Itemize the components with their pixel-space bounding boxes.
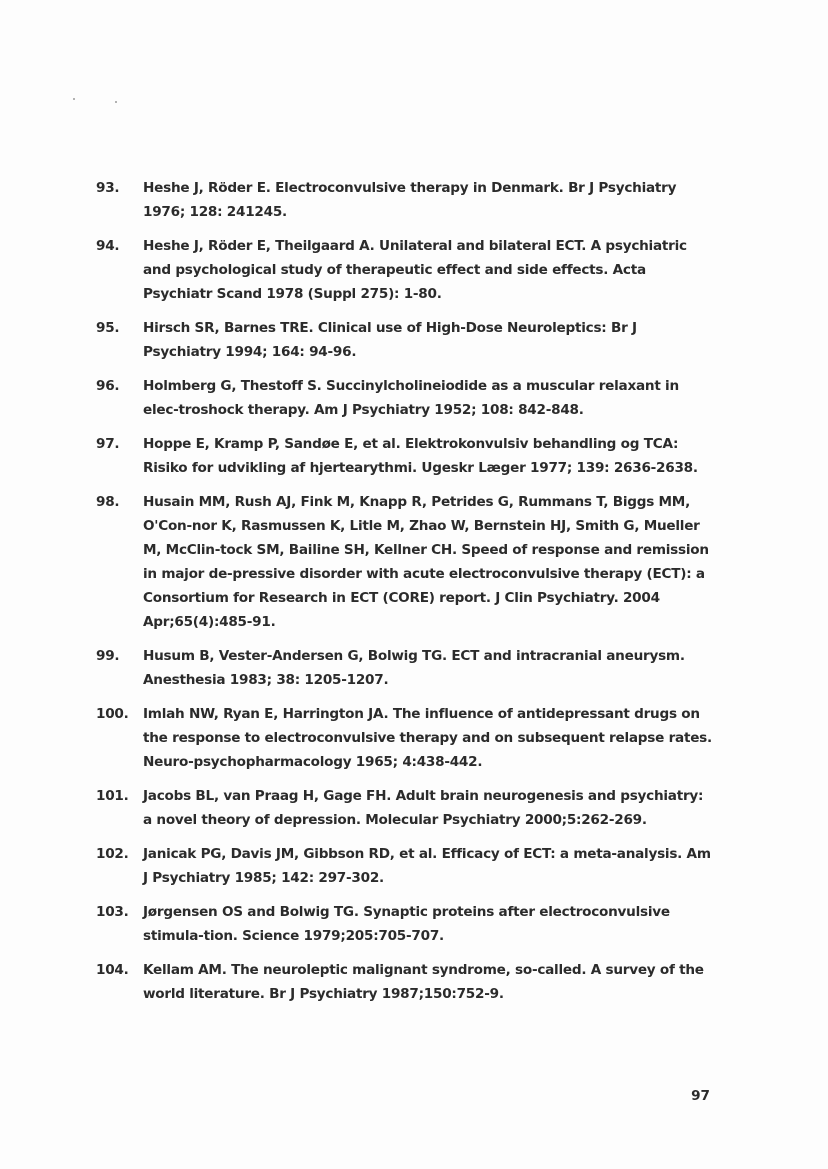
reference-item <box>96 176 716 224</box>
reference-number: 93. <box>96 180 120 196</box>
reference-item <box>96 432 716 480</box>
reference-text: Jacobs BL, van Praag H, Gage FH. Adult brain neurogenesis and psychiatry: a novel theory of depression. Molecular Psychiatry 2000;5:262-269. <box>143 788 704 828</box>
reference-number: 94. <box>96 238 120 254</box>
reference-item <box>96 644 716 692</box>
reference-number: 101. <box>96 788 129 804</box>
reference-item <box>96 784 716 832</box>
reference-list <box>96 176 716 1016</box>
reference-item <box>96 842 716 890</box>
reference-text: Hirsch SR, Barnes TRE. Clinical use of High-Dose Neuroleptics: Br J Psychiatry 1994; 164: 94-96. <box>143 320 637 360</box>
reference-number: 97. <box>96 436 120 452</box>
reference-text: Jørgensen OS and Bolwig TG. Synaptic proteins after electroconvulsive stimula-tion. Science 1979;205:705-707. <box>143 904 670 944</box>
reference-item <box>96 900 716 948</box>
reference-item <box>96 702 716 774</box>
reference-text: Holmberg G, Thestoff S. Succinylcholineiodide as a muscular relaxant in elec-troshock therapy. Am J Psychiatry 1952; 108: 842-848. <box>143 378 679 418</box>
reference-text: Hoppe E, Kramp P, Sandøe E, et al. Elektrokonvulsiv behandling og TCA: Risiko for udvikling af hjertearythmi. Ugeskr Læger 1977; 139: 2636-2638. <box>143 436 698 476</box>
reference-item <box>96 490 716 634</box>
reference-item <box>96 316 716 364</box>
reference-text: Imlah NW, Ryan E, Harrington JA. The influence of antidepressant drugs on the response to electroconvulsive therapy and on subsequent relapse rates. Neuro-psychopharmacology 1965; 4:438-442. <box>143 706 712 770</box>
reference-text: Husum B, Vester-Andersen G, Bolwig TG. ECT and intracranial aneurysm. Anesthesia 1983; 38: 1205-1207. <box>143 648 685 688</box>
reference-item <box>96 958 716 1006</box>
reference-number: 95. <box>96 320 120 336</box>
reference-text: Kellam AM. The neuroleptic malignant syndrome, so-called. A survey of the world literature. Br J Psychiatry 1987;150:752-9. <box>143 962 704 1002</box>
reference-text: Husain MM, Rush AJ, Fink M, Knapp R, Petrides G, Rummans T, Biggs MM, O'Con-nor K, Rasmussen K, Litle M, Zhao W, Bernstein HJ, Smith G, Mueller M, McClin-tock SM, Bailine SH, Kellner CH. Speed of response and remission in major de-pressive disorder with acute electroconvulsive therapy (ECT): a Consortium for Research in ECT (CORE) report. J Clin Psychiatry. 2004 Apr;65(4):485-91. <box>143 494 709 630</box>
reference-item <box>96 234 716 306</box>
reference-number: 102. <box>96 846 129 862</box>
reference-number: 104. <box>96 962 129 978</box>
reference-text: Heshe J, Röder E, Theilgaard A. Unilateral and bilateral ECT. A psychiatric and psychological study of therapeutic effect and side effects. Acta Psychiatr Scand 1978 (Suppl 275): 1-80. <box>143 238 687 302</box>
reference-item <box>96 374 716 422</box>
reference-number: 96. <box>96 378 120 394</box>
reference-text: Janicak PG, Davis JM, Gibbson RD, et al. Efficacy of ECT: a meta-analysis. Am J Psychiatry 1985; 142: 297-302. <box>143 846 711 886</box>
reference-number: 98. <box>96 494 120 510</box>
page-number: 97 <box>691 1088 710 1104</box>
reference-number: 100. <box>96 706 129 722</box>
scan-speck <box>73 98 75 100</box>
reference-text: Heshe J, Röder E. Electroconvulsive therapy in Denmark. Br J Psychiatry 1976; 128: 241245. <box>143 180 677 220</box>
reference-number: 99. <box>96 648 120 664</box>
scan-speck <box>115 101 117 103</box>
reference-number: 103. <box>96 904 129 920</box>
